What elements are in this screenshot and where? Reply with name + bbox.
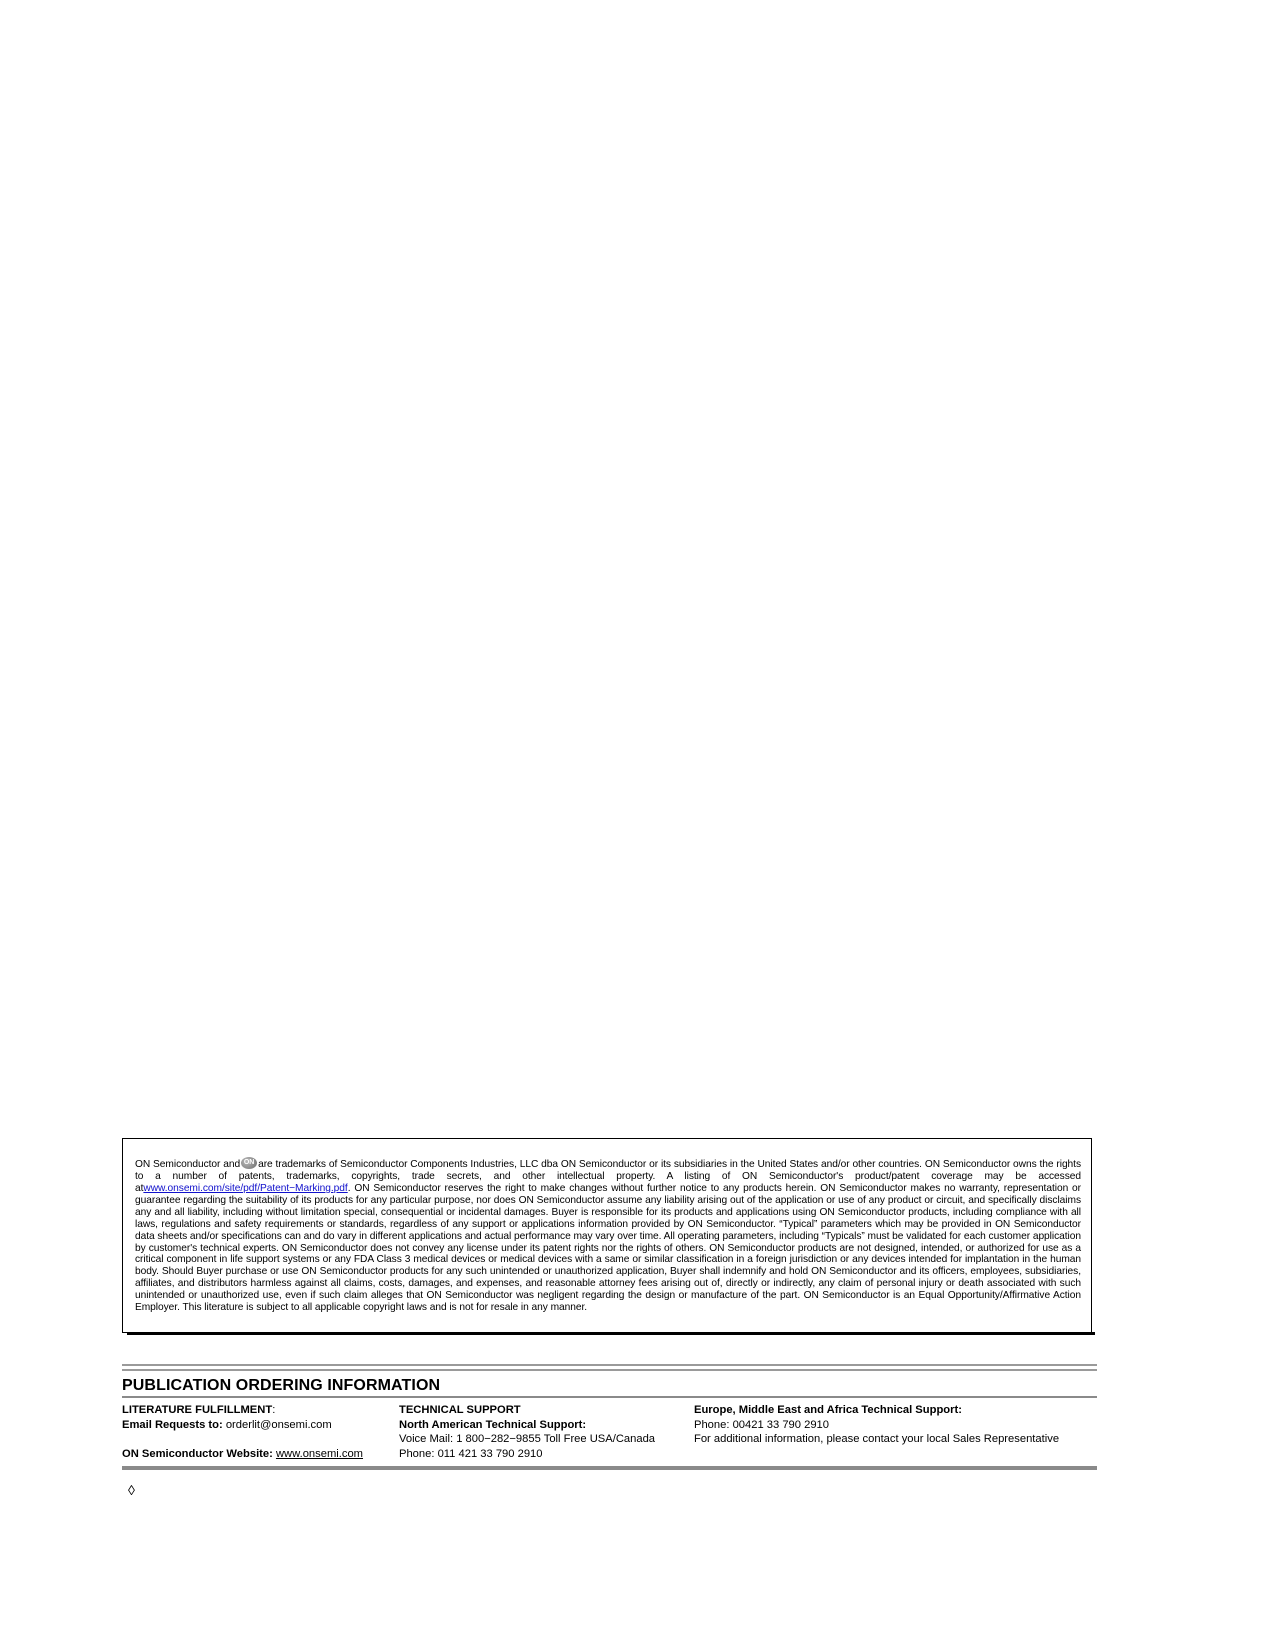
legal-text-part2: are trademarks of Semiconductor Components Industries, LLC dba ON Semiconductor or its subsidiaries in the United States and/or other countries. ON Semiconductor owns the rights to a number of patents, trademarks, copyrights, trade secrets, and other intellectual property. A listing of ON Semiconductor's product/patent coverage may be accessed at xyxy=(135,1159,1082,1194)
website-line xyxy=(122,1447,387,1462)
emea-support-column xyxy=(694,1403,1094,1447)
patent-marking-link[interactable]: www.onsemi.com/site/pdf/Patent−Marking.pdf xyxy=(143,1183,348,1194)
footer-diamond-mark: ◊ xyxy=(128,1482,135,1498)
divider-top-2 xyxy=(122,1369,1097,1371)
onsemi-website-link[interactable]: www.onsemi.com xyxy=(275,1447,364,1460)
north-american-support-heading: North American Technical Support: xyxy=(399,1418,587,1431)
north-american-phone: Phone: 011 421 33 790 2910 xyxy=(399,1447,543,1460)
website-label: ON Semiconductor Website: xyxy=(122,1447,273,1460)
legal-text-part1: ON Semiconductor and xyxy=(135,1159,241,1171)
divider-under-title xyxy=(122,1396,1097,1398)
email-requests-line xyxy=(122,1418,387,1433)
literature-fulfillment-column xyxy=(122,1403,387,1461)
north-american-voice-mail: Voice Mail: 1 800−282−9855 Toll Free USA/Canada xyxy=(399,1433,656,1445)
divider-bottom xyxy=(122,1466,1097,1470)
publication-ordering-title: PUBLICATION ORDERING INFORMATION xyxy=(122,1377,441,1394)
literature-spacer xyxy=(122,1432,387,1447)
box-drop-shadow xyxy=(127,1332,1095,1335)
literature-fulfillment-heading-text: LITERATURE FULFILLMENT xyxy=(122,1404,273,1416)
email-requests-value: orderlit@onsemi.com xyxy=(225,1418,332,1431)
emea-phone: Phone: 00421 33 790 2910 xyxy=(694,1418,829,1431)
emea-additional-info: For additional information, please contact your local Sales Representative xyxy=(694,1433,1060,1445)
legal-disclaimer-text xyxy=(135,1157,1081,1314)
email-requests-label: Email Requests to: xyxy=(122,1418,223,1431)
on-semiconductor-logo-icon xyxy=(241,1157,257,1169)
legal-text-part3: . ON Semiconductor reserves the right to make changes without further notice to any products herein. ON Semiconductor makes no warranty, representation or guarantee regarding the suitability of its products for any particular purpose, nor does ON Semiconductor assume any liability arising out of the application or use of any product or circuit, and specifically disclaims any and all liability, including without limitation special, consequential or incidental damages. Buyer is responsible for its products and applications using ON Semiconductor products, including compliance with all laws, regulations and safety requirements or standards, regardless of any support or applications information provided by ON Semiconductor. “Typical” parameters which may be provided in ON Semiconductor data sheets and/or specifications can and do vary in different applications and actual performance may vary over time. All operating parameters, including “Typicals” must be validated for each customer application by customer's technical experts. ON Semiconductor does not convey any license under its patent rights nor the rights of others. ON Semiconductor products are not designed, intended, or authorized for use as a critical component in life support systems or any FDA Class 3 medical devices or medical devices with a same or similar classification in a foreign jurisdiction or any devices intended for implantation in the human body. Should Buyer purchase or use ON Semiconductor products for any such unintended or unauthorized application, Buyer shall indemnify and hold ON Semiconductor and its officers, employees, subsidiaries, affiliates, and distributors harmless against all claims, costs, damages, and expenses, and reasonable attorney fees arising out of, directly or indirectly, any claim of personal injury or death associated with such unintended or unauthorized use, even if such claim alleges that ON Semiconductor was negligent regarding the design or manufacture of the part. ON Semiconductor is an Equal Opportunity/Affirmative Action Employer. This literature is subject to all applicable copyright laws and is not for resale in any manner. xyxy=(135,1183,1081,1314)
technical-support-heading: TECHNICAL SUPPORT xyxy=(399,1404,521,1416)
divider-top xyxy=(122,1364,1097,1366)
emea-support-heading: Europe, Middle East and Africa Technical Support: xyxy=(694,1404,962,1416)
legal-disclaimer-box xyxy=(122,1138,1092,1333)
technical-support-column xyxy=(399,1403,689,1461)
literature-fulfillment-heading xyxy=(122,1403,387,1418)
literature-fulfillment-heading-suffix: : xyxy=(272,1404,276,1416)
